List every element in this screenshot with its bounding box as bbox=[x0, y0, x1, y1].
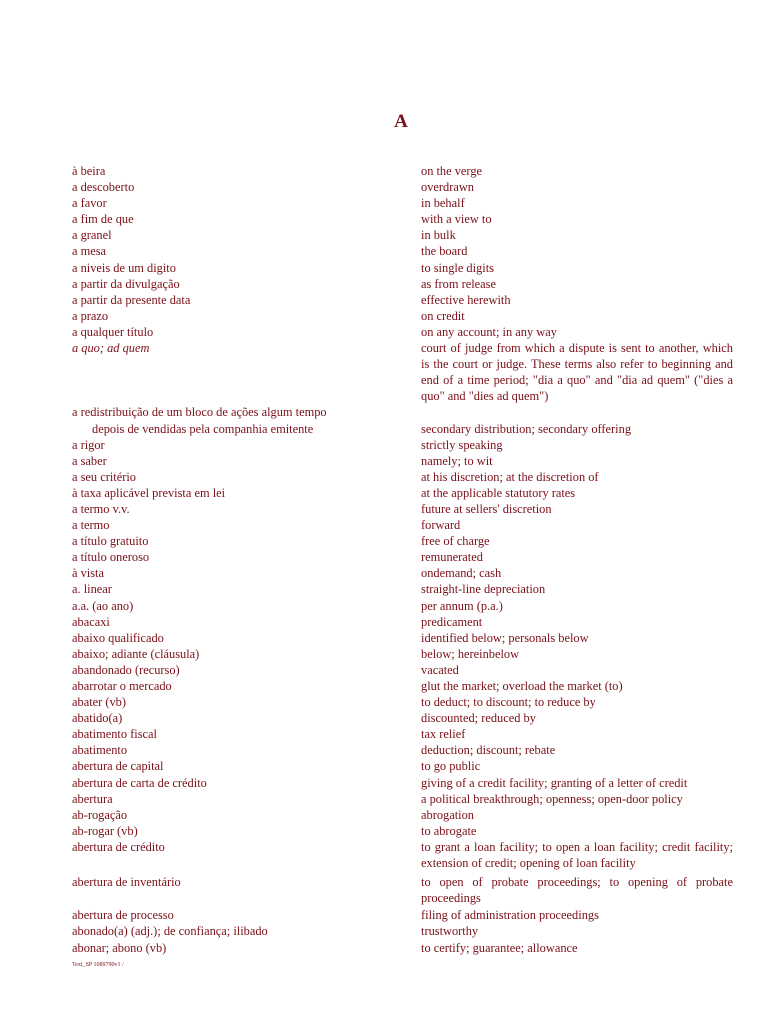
entry-row bbox=[72, 630, 733, 646]
entry-definition: a political breakthrough; openness; open-door policy bbox=[421, 791, 683, 806]
entry-definition: court of judge from which a dispute is sent to another, which is the court or judge. These terms also refer to beginning and end of a time period; "dia a quo" and "dia ad quem" ("dies a quo" and "dies ad quem") bbox=[421, 341, 733, 404]
entry-definition: with a view to bbox=[421, 212, 492, 227]
entry-definition: giving of a credit facility; granting of a letter of credit bbox=[421, 775, 688, 790]
entry-term: a partir da divulgação bbox=[72, 276, 180, 291]
entry-row bbox=[72, 678, 733, 694]
entry-row bbox=[72, 469, 733, 485]
entry-row bbox=[72, 839, 733, 871]
entry-definition: the board bbox=[421, 244, 468, 259]
entry-definition: to go public bbox=[421, 759, 481, 774]
entry-definition: free of charge bbox=[421, 534, 490, 549]
entry-term: abatimento bbox=[72, 743, 128, 758]
entry-definition: forward bbox=[421, 518, 461, 533]
entry-definition: effective herewith bbox=[421, 292, 511, 307]
entry-definition: remunerated bbox=[421, 550, 483, 565]
entry-term: abertura de processo bbox=[72, 908, 174, 923]
entry-row bbox=[72, 163, 733, 179]
entry-row bbox=[72, 404, 733, 436]
entry-term: a mesa bbox=[72, 244, 107, 259]
entry-definition: in bulk bbox=[421, 228, 456, 243]
entry-term: a.a. (ao ano) bbox=[72, 598, 134, 613]
entry-term: a seu critério bbox=[72, 469, 136, 484]
entry-term: abertura bbox=[72, 791, 113, 806]
entry-definition bbox=[421, 404, 733, 436]
entry-row bbox=[72, 501, 733, 517]
entry-term: a rigor bbox=[72, 437, 105, 452]
entry-term: abonado(a) (adj.); de confiança; ilibado bbox=[72, 924, 268, 939]
entry-definition: vacated bbox=[421, 662, 459, 677]
entry-row bbox=[72, 807, 733, 823]
entry-row bbox=[72, 179, 733, 195]
entry-term: ab-rogação bbox=[72, 807, 128, 822]
entry-definition: abrogation bbox=[421, 807, 474, 822]
entry-definition: future at sellers' discretion bbox=[421, 501, 552, 516]
entry-row bbox=[72, 292, 733, 308]
entry-definition: predicament bbox=[421, 614, 483, 629]
entry-definition: glut the market; overload the market (to) bbox=[421, 679, 623, 693]
entry-term: a título gratuito bbox=[72, 534, 149, 549]
entry-term: abater (vb) bbox=[72, 695, 127, 710]
entry-definition: trustworthy bbox=[421, 924, 479, 939]
entry-definition: tax relief bbox=[421, 727, 466, 742]
entry-term: à taxa aplicável prevista em lei bbox=[72, 485, 226, 500]
entry-term: abertura de crédito bbox=[72, 839, 165, 854]
entry-row bbox=[72, 726, 733, 742]
entry-term: abarrotar o mercado bbox=[72, 679, 172, 693]
entry-definition: in behalf bbox=[421, 196, 465, 211]
entry-row bbox=[72, 710, 733, 726]
entry-term: abaixo; adiante (cláusula) bbox=[72, 646, 200, 661]
entry-term: à vista bbox=[72, 566, 104, 581]
entry-row bbox=[72, 324, 733, 340]
entry-definition-text: secondary distribution; secondary offering bbox=[421, 421, 632, 436]
entry-definition: at the applicable statutory rates bbox=[421, 485, 576, 500]
entry-term: a prazo bbox=[72, 308, 109, 323]
entry-row bbox=[72, 940, 733, 956]
document-footer: Text_SP 1089790v1 / bbox=[72, 962, 124, 968]
entry-row bbox=[72, 662, 733, 678]
entry-row bbox=[72, 437, 733, 453]
entry-definition: at his discretion; at the discretion of bbox=[421, 469, 599, 484]
entry-term: abacaxi bbox=[72, 614, 110, 629]
entry-definition: filing of administration proceedings bbox=[421, 908, 599, 923]
entry-definition: per annum (p.a.) bbox=[421, 598, 503, 613]
entry-definition: namely; to wit bbox=[421, 453, 493, 468]
entry-row bbox=[72, 260, 733, 276]
entry-definition: on credit bbox=[421, 308, 465, 323]
entry-term: a qualquer título bbox=[72, 324, 154, 339]
entry-term: a termo v.v. bbox=[72, 501, 130, 516]
entry-row bbox=[72, 775, 733, 791]
entry-term: abertura de capital bbox=[72, 759, 164, 774]
entry-term: a fim de que bbox=[72, 212, 134, 227]
entry-row bbox=[72, 581, 733, 597]
entry-term: a saber bbox=[72, 453, 107, 468]
entry-term: abaixo qualificado bbox=[72, 630, 164, 645]
entry-row bbox=[72, 923, 733, 939]
entry-row bbox=[72, 243, 733, 259]
entry-term: a favor bbox=[72, 196, 107, 211]
entry-term: abertura de inventário bbox=[72, 875, 181, 890]
entry-term bbox=[72, 404, 421, 436]
entry-definition: strictly speaking bbox=[421, 437, 503, 452]
entry-definition: overdrawn bbox=[421, 180, 474, 195]
entry-row bbox=[72, 646, 733, 662]
entry-row bbox=[72, 276, 733, 292]
entry-definition: ondemand; cash bbox=[421, 566, 502, 581]
entry-term: a. linear bbox=[72, 582, 112, 597]
entry-term: a quo; ad quem bbox=[72, 341, 150, 356]
entry-definition: to open of probate proceedings; to opening of probate proceedings bbox=[421, 875, 733, 906]
entry-term: abandonado (recurso) bbox=[72, 662, 180, 677]
entry-definition: identified below; personals below bbox=[421, 630, 589, 645]
entry-row bbox=[72, 694, 733, 710]
glossary-list bbox=[72, 163, 733, 956]
entry-row bbox=[72, 742, 733, 758]
entry-term: abertura de carta de crédito bbox=[72, 775, 207, 790]
entry-row bbox=[72, 308, 733, 324]
entry-definition: deduction; discount; rebate bbox=[421, 743, 556, 758]
entry-definition: to grant a loan facility; to open a loan facility; credit facility; extension of credit; opening of loan facility bbox=[421, 839, 733, 871]
entry-definition: discounted; reduced by bbox=[421, 711, 536, 726]
entry-definition: to single digits bbox=[421, 260, 494, 275]
entry-term: a descoberto bbox=[72, 180, 135, 195]
entry-row bbox=[72, 823, 733, 839]
entry-term: à beira bbox=[72, 164, 106, 178]
entry-definition: to abrogate bbox=[421, 823, 477, 838]
entry-definition: straight-line depreciation bbox=[421, 582, 546, 597]
entry-term-continuation: depois de vendidas pela companhia emitente bbox=[92, 421, 314, 436]
entry-row bbox=[72, 791, 733, 807]
entry-definition: to certify; guarantee; allowance bbox=[421, 940, 578, 955]
entry-term: a título oneroso bbox=[72, 550, 150, 565]
entry-row bbox=[72, 485, 733, 501]
entry-term: ab-rogar (vb) bbox=[72, 823, 138, 838]
entry-definition: on the verge bbox=[421, 164, 483, 178]
entry-term: abatido(a) bbox=[72, 711, 123, 726]
entry-definition: below; hereinbelow bbox=[421, 646, 520, 661]
entry-definition: on any account; in any way bbox=[421, 324, 557, 339]
entry-definition: as from release bbox=[421, 276, 496, 291]
entry-row bbox=[72, 211, 733, 227]
entry-row bbox=[72, 614, 733, 630]
entry-definition: to deduct; to discount; to reduce by bbox=[421, 695, 596, 710]
entry-term: a niveis de um digito bbox=[72, 260, 176, 275]
entry-row bbox=[72, 340, 733, 404]
entry-row bbox=[72, 517, 733, 533]
entry-term: abatimento fiscal bbox=[72, 727, 157, 742]
entry-term: a granel bbox=[72, 228, 112, 243]
entry-row bbox=[72, 598, 733, 614]
entry-term: a termo bbox=[72, 518, 110, 533]
entry-row bbox=[72, 533, 733, 549]
entry-term: a partir da presente data bbox=[72, 292, 191, 307]
entry-row bbox=[72, 907, 733, 923]
entry-row bbox=[72, 453, 733, 469]
entry-row bbox=[72, 758, 733, 774]
entry-term-line: a redistribuição de um bloco de ações algum tempo bbox=[72, 405, 327, 420]
entry-row bbox=[72, 565, 733, 581]
entry-row bbox=[72, 549, 733, 565]
entry-term: abonar; abono (vb) bbox=[72, 940, 167, 955]
entry-row bbox=[72, 195, 733, 211]
section-letter: A bbox=[394, 111, 408, 132]
entry-row bbox=[72, 227, 733, 243]
entry-row bbox=[72, 874, 733, 906]
